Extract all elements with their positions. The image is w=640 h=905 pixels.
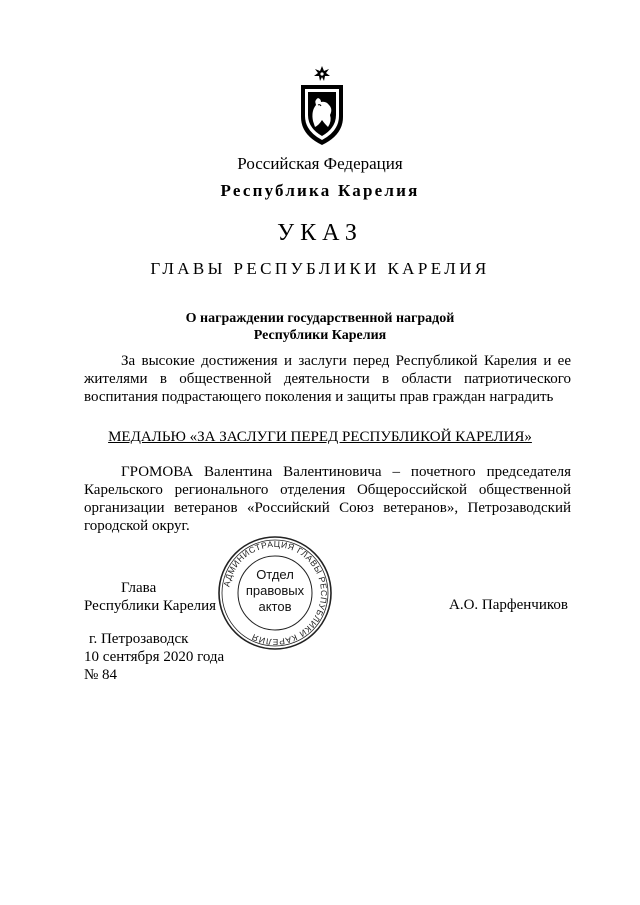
document-number: № 84 [84, 667, 118, 683]
issue-place: г. Петрозаводск [89, 631, 189, 647]
document-issuer: ГЛАВЫ РЕСПУБЛИКИ КАРЕЛИЯ [150, 259, 490, 278]
signatory-title [84, 579, 216, 615]
stamp-line-3: актов [258, 599, 292, 614]
karelia-coat-of-arms-icon [297, 65, 347, 147]
stamp-line-1: Отдел [256, 567, 294, 582]
decree-paragraph-1-text: За высокие достижения и заслуги перед Республикой Карелия и ее жителями в общественной деятельности в области патриотического воспитания подрастающего поколения и защиты прав граждан наградить [84, 353, 571, 405]
decree-paragraph-2-text: ГРОМОВА Валентина Валентиновича – почетного председателя Карельского регионального отделения Общероссийской общественной организации ветеранов «Российский Союз ветеранов», Петрозаводский городской округ. [84, 464, 571, 534]
republic-name: Республика Карелия [220, 181, 420, 200]
subject-line-1: О награждении государственной наградой [185, 311, 455, 326]
award-name: МЕДАЛЬЮ «ЗА ЗАСЛУГИ ПЕРЕД РЕСПУБЛИКОЙ КАРЕЛИЯ» [108, 429, 532, 445]
country-name: Российская Федерация [237, 154, 403, 173]
subject-line-2: Республики Карелия [253, 328, 387, 343]
document-type: УКАЗ [277, 220, 363, 246]
signatory-name: А.О. Парфенчиков [449, 597, 568, 613]
stamp-line-2: правовых [245, 583, 305, 598]
decree-paragraph-1 [84, 352, 571, 406]
document-subject [0, 310, 640, 344]
signatory-title-line-1: Глава [121, 580, 157, 596]
stamp-ring-text: АДМИНИСТРАЦИЯ ГЛАВЫ РЕСПУБЛИКИ КАРЕЛИЯ [221, 538, 330, 648]
star-icon [314, 66, 330, 81]
signatory-title-line-2: Республики Карелия [84, 598, 217, 614]
issue-date: 10 сентября 2020 года [84, 649, 225, 665]
decree-paragraph-2 [84, 463, 571, 535]
document-footer [84, 630, 224, 684]
official-stamp [216, 534, 334, 652]
